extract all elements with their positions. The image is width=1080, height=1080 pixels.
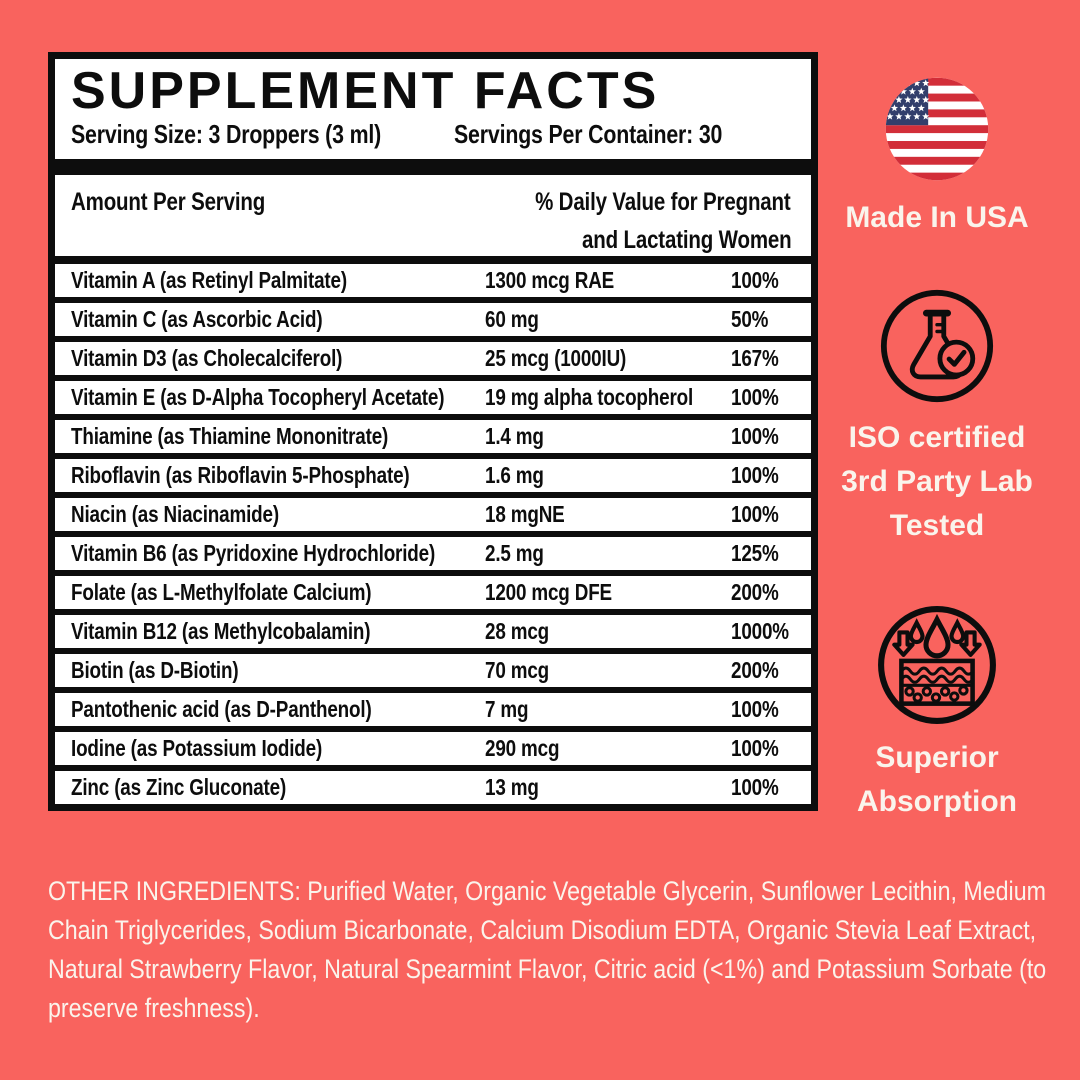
table-row <box>55 420 811 459</box>
row-daily-value: 1000% <box>731 618 789 644</box>
daily-value-header-line2: and Lactating Women <box>581 226 791 254</box>
amount-per-serving-header: Amount Per Serving <box>71 188 266 216</box>
row-amount: 1200 mcg DFE <box>485 579 612 605</box>
divider-thick <box>55 159 811 175</box>
row-amount: 60 mg <box>485 306 539 332</box>
row-daily-value: 200% <box>731 579 779 605</box>
skin-absorption-icon <box>832 604 1042 726</box>
table-column-headers <box>55 175 811 256</box>
table-row <box>55 264 811 303</box>
row-daily-value: 100% <box>731 267 779 293</box>
row-daily-value: 100% <box>731 423 779 449</box>
supplement-facts-panel <box>48 52 818 811</box>
row-nutrient-name: Vitamin E (as D-Alpha Tocopheryl Acetate) <box>71 384 445 410</box>
daily-value-header <box>479 183 791 259</box>
table-row <box>55 654 811 693</box>
facts-rows <box>55 264 811 804</box>
table-row <box>55 576 811 615</box>
table-row <box>55 693 811 732</box>
iso-certified-label: ISO certified 3rd Party Lab Tested <box>841 421 1033 542</box>
row-daily-value: 100% <box>731 735 779 761</box>
row-nutrient-name: Folate (as L-Methylfolate Calcium) <box>71 579 372 605</box>
row-nutrient-name: Vitamin D3 (as Cholecalciferol) <box>71 345 343 371</box>
row-daily-value: 100% <box>731 384 779 410</box>
superior-absorption-badge <box>832 604 1042 824</box>
row-amount: 2.5 mg <box>485 540 544 566</box>
table-row <box>55 771 811 804</box>
panel-header <box>55 59 811 159</box>
row-nutrient-name: Biotin (as D-Biotin) <box>71 657 239 683</box>
row-nutrient-name: Vitamin A (as Retinyl Palmitate) <box>71 267 347 293</box>
table-row <box>55 615 811 654</box>
row-amount: 19 mg alpha tocopherol <box>485 384 694 410</box>
made-in-usa-label: Made In USA <box>845 201 1029 234</box>
row-amount: 1300 mcg RAE <box>485 267 615 293</box>
row-nutrient-name: Vitamin C (as Ascorbic Acid) <box>71 306 323 332</box>
row-daily-value: 100% <box>731 462 779 488</box>
table-row <box>55 381 811 420</box>
row-nutrient-name: Zinc (as Zinc Gluconate) <box>71 774 287 800</box>
servings-per-container-value: 30 <box>698 119 722 149</box>
serving-size-label: Serving Size: <box>71 119 203 149</box>
table-row <box>55 537 811 576</box>
row-nutrient-name: Vitamin B12 (as Methylcobalamin) <box>71 618 371 644</box>
table-row <box>55 732 811 771</box>
row-amount: 18 mgNE <box>485 501 565 527</box>
row-amount: 290 mcg <box>485 735 560 761</box>
superior-absorption-label: Superior Absorption <box>857 741 1017 818</box>
row-daily-value: 200% <box>731 657 779 683</box>
row-amount: 25 mcg (1000IU) <box>485 345 627 371</box>
table-row <box>55 459 811 498</box>
row-daily-value: 50% <box>731 306 769 332</box>
table-row <box>55 498 811 537</box>
row-daily-value: 100% <box>731 774 779 800</box>
row-amount: 1.4 mg <box>485 423 544 449</box>
row-amount: 70 mcg <box>485 657 550 683</box>
table-row <box>55 303 811 342</box>
row-nutrient-name: Vitamin B6 (as Pyridoxine Hydrochloride) <box>71 540 436 566</box>
row-amount: 28 mcg <box>485 618 550 644</box>
made-in-usa-badge <box>832 76 1042 240</box>
row-daily-value: 167% <box>731 345 779 371</box>
daily-value-header-line1: % Daily Value for Pregnant <box>535 188 791 216</box>
usa-flag-icon <box>832 76 1042 182</box>
row-nutrient-name: Thiamine (as Thiamine Mononitrate) <box>71 423 389 449</box>
row-amount: 1.6 mg <box>485 462 544 488</box>
serving-size-value: 3 Droppers (3 ml) <box>208 119 382 149</box>
servings-per-container-line <box>454 117 722 151</box>
serving-size-line <box>71 117 381 151</box>
row-nutrient-name: Iodine (as Potassium Iodide) <box>71 735 323 761</box>
other-ingredients-text: OTHER INGREDIENTS: Purified Water, Organic Vegetable Glycerin, Sunflower Lecithin, Medium Chain Triglycerides, Sodium Bicarbonate, Calcium Disodium EDTA, Organic Stevia Leaf Extract, Natural Strawberry Flavor, Natural Spearmint Flavor, Citric acid (<1%) and Potassium Sorbate (to preserve freshness). <box>48 876 1047 1023</box>
row-daily-value: 125% <box>731 540 779 566</box>
row-nutrient-name: Riboflavin (as Riboflavin 5-Phosphate) <box>71 462 410 488</box>
row-amount: 7 mg <box>485 696 529 722</box>
row-amount: 13 mg <box>485 774 539 800</box>
servings-per-container-label: Servings Per Container: <box>453 119 693 149</box>
row-daily-value: 100% <box>731 696 779 722</box>
lab-flask-check-icon <box>832 288 1042 404</box>
row-daily-value: 100% <box>731 501 779 527</box>
row-nutrient-name: Niacin (as Niacinamide) <box>71 501 279 527</box>
table-row <box>55 342 811 381</box>
row-nutrient-name: Pantothenic acid (as D-Panthenol) <box>71 696 372 722</box>
iso-certified-badge <box>832 288 1042 548</box>
panel-title: SUPPLEMENT FACTS <box>71 62 660 120</box>
